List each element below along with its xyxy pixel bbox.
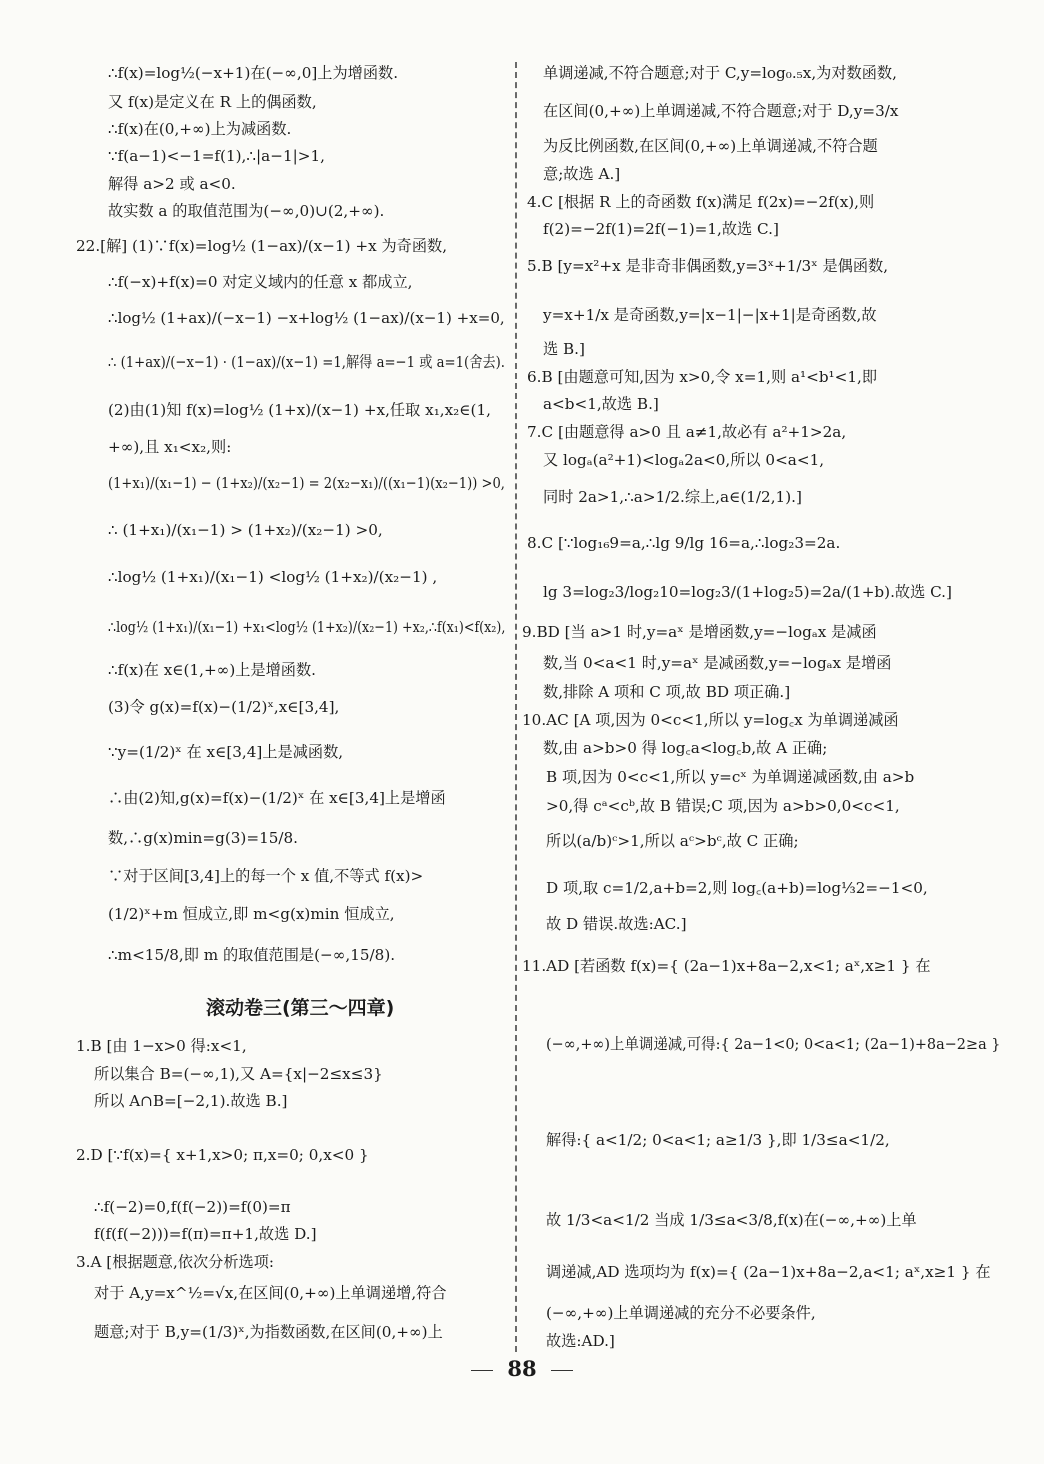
right-column-line: 6.B [由题意可知,因为 x>0,令 x=1,则 a¹<b¹<1,即	[527, 368, 878, 386]
right-column-line: 单调递减,不符合题意;对于 C,y=log₀.₅x,为对数函数,	[543, 64, 897, 82]
right-column-line: 故 D 错误.故选:AC.]	[546, 915, 687, 933]
right-column-line: 8.C [∵log₁₆9=a,∴lg 9/lg 16=a,∴log₂3=2a.	[527, 534, 841, 552]
right-column-line: B 项,因为 0<c<1,所以 y=cˣ 为单调递减函数,由 a>b	[546, 768, 915, 786]
left-column-line: (1+x₁)/(x₁−1) − (1+x₂)/(x₂−1) = 2(x₂−x₁)/((x₁−1)(x₂−1)) >0,	[108, 474, 505, 492]
left-column-line: 对于 A,y=x^½=√x,在区间(0,+∞)上单调递增,符合	[94, 1284, 447, 1302]
left-column-line: ∴log½ (1+x₁)/(x₁−1) +x₁<log½ (1+x₂)/(x₂−1) +x₂,∴f(x₁)<f(x₂),	[108, 618, 506, 636]
right-column-line: 4.C [根据 R 上的奇函数 f(x)满足 f(2x)=−2f(x),则	[527, 193, 875, 211]
left-column-line: ∴f(−2)=0,f(f(−2))=f(0)=π	[94, 1198, 291, 1216]
left-column-line: ∴由(2)知,g(x)=f(x)−(1/2)ˣ 在 x∈[3,4]上是增函	[108, 789, 446, 807]
left-column-line: ∴log½ (1+ax)/(−x−1) −x+log½ (1−ax)/(x−1) +x=0,	[108, 309, 505, 327]
left-column-line: ∴f(x)在 x∈(1,+∞)上是增函数.	[108, 661, 317, 679]
right-column-line: 9.BD [当 a>1 时,y=aˣ 是增函数,y=−logₐx 是减函	[522, 623, 877, 641]
footer-dash-right	[551, 1370, 573, 1371]
left-column-line: ∵对于区间[3,4]上的每一个 x 值,不等式 f(x)>	[108, 867, 424, 885]
right-column-line: 为反比例函数,在区间(0,+∞)上单调递减,不符合题	[543, 137, 878, 155]
right-column-line: (−∞,+∞)上单调递减,可得:{ 2a−1<0; 0<a<1; (2a−1)+8a−2≥a }	[546, 1035, 1001, 1053]
right-column-line: 7.C [由题意得 a>0 且 a≠1,故必有 a²+1>2a,	[527, 423, 847, 441]
left-column-line: 题意;对于 B,y=(1/3)ˣ,为指数函数,在区间(0,+∞)上	[94, 1323, 443, 1341]
right-column-line: f(2)=−2f(1)=2f(−1)=1,故选 C.]	[543, 220, 779, 238]
right-column-line: 在区间(0,+∞)上单调递减,不符合题意;对于 D,y=3/x	[543, 102, 899, 120]
right-column-line: lg 3=log₂3/log₂10=log₂3/(1+log₂5)=2a/(1+b).故选 C.]	[543, 583, 952, 601]
left-column-line: 又 f(x)是定义在 R 上的偶函数,	[108, 93, 317, 111]
right-column-line: D 项,取 c=1/2,a+b=2,则 log꜀(a+b)=log⅓2=−1<0,	[546, 879, 928, 897]
right-column-line: (−∞,+∞)上单调递减的充分不必要条件,	[546, 1304, 816, 1322]
left-column-line: (2)由(1)知 f(x)=log½ (1+x)/(x−1) +x,任取 x₁,x₂∈(1,	[108, 401, 491, 419]
right-column-line: 数,当 0<a<1 时,y=aˣ 是减函数,y=−logₐx 是增函	[543, 654, 892, 672]
right-column-line: a<b<1,故选 B.]	[543, 395, 659, 413]
footer-dash-left	[471, 1370, 493, 1371]
left-column-line: 所以集合 B=(−∞,1),又 A={x|−2≤x≤3}	[94, 1065, 383, 1083]
left-column-line: 3.A [根据题意,依次分析选项:	[76, 1253, 275, 1271]
right-column-line: 数,由 a>b>0 得 log꜀a<log꜀b,故 A 正确;	[543, 739, 828, 757]
left-column-line: (1/2)ˣ+m 恒成立,即 m<g(x)min 恒成立,	[108, 905, 395, 923]
left-column-line: f(f(f(−2)))=f(π)=π+1,故选 D.]	[94, 1225, 317, 1243]
left-column-line: ∴ (1+x₁)/(x₁−1) > (1+x₂)/(x₂−1) >0,	[108, 521, 383, 539]
right-column-line: y=x+1/x 是奇函数,y=|x−1|−|x+1|是奇函数,故	[543, 306, 877, 324]
left-column-line: ∴ (1+ax)/(−x−1) · (1−ax)/(x−1) =1,解得 a=−1 或 a=1(舍去).	[108, 353, 506, 371]
right-column-line: 调递减,AD 选项均为 f(x)={ (2a−1)x+8a−2,a<1; aˣ,x≥1 } 在	[546, 1263, 991, 1281]
right-column-line: 11.AD [若函数 f(x)={ (2a−1)x+8a−2,x<1; aˣ,x≥1 } 在	[522, 957, 931, 975]
left-column-line: +∞),且 x₁<x₂,则:	[108, 438, 232, 456]
left-column-line: ∴log½ (1+x₁)/(x₁−1) <log½ (1+x₂)/(x₂−1) ,	[108, 568, 438, 586]
right-column-line: 同时 2a>1,∴a>1/2.综上,a∈(1/2,1).]	[543, 488, 802, 506]
left-column-line: ∵y=(1/2)ˣ 在 x∈[3,4]上是减函数,	[108, 743, 344, 761]
left-column-line: ∴f(x)在(0,+∞)上为减函数.	[108, 120, 292, 138]
left-column-line: 故实数 a 的取值范围为(−∞,0)∪(2,+∞).	[108, 202, 385, 220]
left-column-line: 数,∴g(x)min=g(3)=15/8.	[108, 829, 298, 847]
left-column-line: ∴f(x)=log½(−x+1)在(−∞,0]上为增函数.	[108, 64, 399, 82]
left-column-line: 1.B [由 1−x>0 得:x<1,	[76, 1037, 247, 1055]
left-column-line: 22.[解] (1)∵f(x)=log½ (1−ax)/(x−1) +x 为奇函数,	[76, 237, 448, 255]
right-column-line: 10.AC [A 项,因为 0<c<1,所以 y=log꜀x 为单调递减函	[522, 711, 899, 729]
right-column-line: 选 B.]	[543, 340, 585, 358]
right-column-line: 又 logₐ(a²+1)<logₐ2a<0,所以 0<a<1,	[543, 451, 825, 469]
right-column-line: 故选:AD.]	[546, 1332, 615, 1350]
page-number-footer	[0, 1356, 1044, 1381]
right-column-line: >0,得 cᵃ<cᵇ,故 B 错误;C 项,因为 a>b>0,0<c<1,	[546, 797, 900, 815]
right-column-line: 意;故选 A.]	[543, 165, 621, 183]
right-column-line: 所以(a/b)ᶜ>1,所以 aᶜ>bᶜ,故 C 正确;	[546, 832, 799, 850]
page-number: 88	[507, 1356, 537, 1381]
left-column-line: 解得 a>2 或 a<0.	[108, 175, 236, 193]
right-column-line: 解得:{ a<1/2; 0<a<1; a≥1/3 },即 1/3≤a<1/2,	[546, 1131, 890, 1149]
right-column-line: 故 1/3<a<1/2 当成 1/3≤a<3/8,f(x)在(−∞,+∞)上单	[546, 1211, 917, 1229]
left-column-line: 2.D [∵f(x)={ x+1,x>0; π,x=0; 0,x<0 }	[76, 1146, 369, 1164]
right-column-line: 5.B [y=x²+x 是非奇非偶函数,y=3ˣ+1/3ˣ 是偶函数,	[527, 257, 889, 275]
left-column-line: ∵f(a−1)<−1=f(1),∴|a−1|>1,	[108, 147, 325, 165]
left-column-line: 所以 A∩B=[−2,1).故选 B.]	[94, 1092, 288, 1110]
right-column-line: 数,排除 A 项和 C 项,故 BD 项正确.]	[543, 683, 791, 701]
left-column-line: ∴f(−x)+f(x)=0 对定义域内的任意 x 都成立,	[108, 273, 413, 291]
left-column-line: ∴m<15/8,即 m 的取值范围是(−∞,15/8).	[108, 946, 396, 964]
left-column-line: (3)令 g(x)=f(x)−(1/2)ˣ,x∈[3,4],	[108, 698, 340, 716]
column-divider	[515, 62, 517, 1352]
section-heading: 滚动卷三(第三～四章)	[206, 997, 395, 1019]
